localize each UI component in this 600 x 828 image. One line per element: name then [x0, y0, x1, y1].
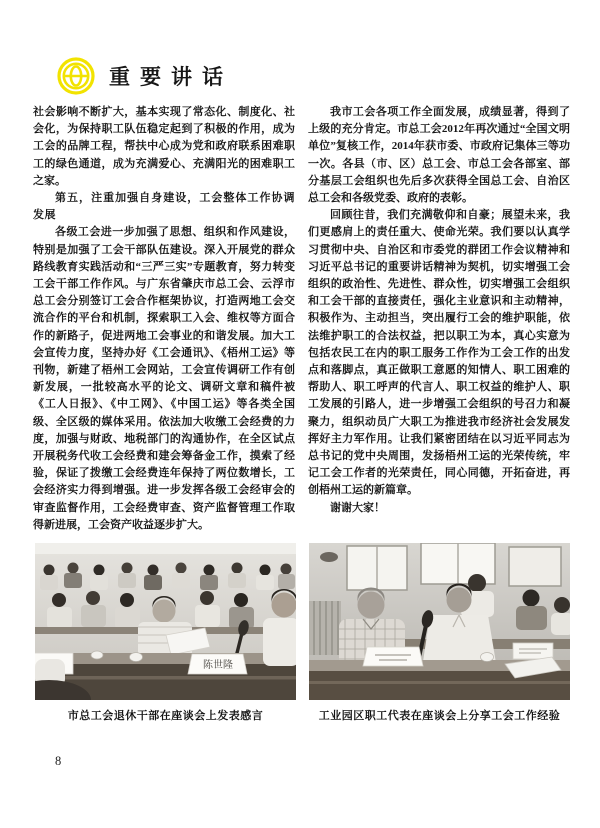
photo-row: [35, 543, 570, 723]
photo-left-caption: 市总工会退休干部在座谈会上发表感言: [67, 710, 264, 722]
section-header: [54, 56, 233, 96]
article-paragraph: 各级工会进一步加强了思想、组织和作风建设，特别是加强了工会干部队伍建设。深入开展党的群众路线教育实践活动和“三严三实”专题教育，努力转变工会干部工作作风。与广东省肇庆市总工会、云浮市总工会分别签订工会合作框架协议，打造两地工会交流合作的平台和机制，探索职工入会、维权等方面合作的新路子，促进两地工会事业的和谐发展。加大工会宣传力度，坚持办好《工会通讯》、《梧州工运》等刊物，新建了梧州工会网站，工会宣传调研工作有创新发展，一批较高水平的论文、调研文章和稿件被《工人日报》、《中工网》、《中国工运》等各类全国级、全区级的媒体采用。依法加大收缴工会经费的力度，加强与财政、地税部门的沟通协作，在全区试点开展税务代收工会经费和建会筹备金工作，摸索了经验，保证了拨缴工会经费连年保持了两位数增长，工会经济实力得到增强。进一步发挥各级工会经审会的审查监督作用，工会经费审查、资产监督管理工作取得新进展，工会资产收益逐步扩大。: [33, 226, 295, 531]
trade-union-logo-icon: [54, 56, 98, 96]
photo-left: [35, 543, 296, 723]
article-paragraph: 我市工会各项工作全面发展，成绩显著，得到了上级的充分肯定。市总工会2012年再次通过“全国文明单位”复核工作，2014年获市委、市政府记集体三等功一次。各县（市、区）总工会、市总工会各部室、部分基层工会组织也先后多次获得全国总工会、自治区总工会和各级党委、政府的表彰。: [308, 106, 570, 205]
windows: [347, 543, 561, 590]
article-paragraph: 社会影响不断扩大，基本实现了常态化、制度化、社会化，为保持职工队伍稳定起到了积极的作用，成为工会的品牌工程，帮扶中心成为党和政府联系困难职工的绿色通道，成为充满爱心、充满阳光的困难职工之家。: [33, 106, 295, 187]
photo-left-image: [35, 543, 296, 700]
nameplate-main: [188, 654, 247, 674]
svg-text:陈世隆: 陈世隆: [203, 660, 233, 671]
article-paragraph: 谢谢大家！: [330, 501, 385, 514]
nameplate-back: [513, 643, 553, 659]
page-number: 8: [55, 754, 62, 768]
photo-right-image: [309, 543, 570, 700]
section-title: 重要讲话: [109, 66, 233, 89]
article-columns: [33, 104, 570, 542]
wall-fixture: [320, 552, 338, 562]
photo-right-caption: 工业园区职工代表在座谈会上分享工会工作经验: [318, 710, 561, 722]
nameplate-front: [363, 647, 423, 666]
radiator: [309, 601, 341, 655]
article-heading: 第五，注重加强自身建设，工会整体工作协调发展: [33, 192, 295, 222]
photo-right: [309, 543, 570, 723]
teacup: [481, 653, 494, 662]
article-paragraph: 回顾往昔，我们充满敬仰和自豪；展望未来，我们更感肩上的责任重大、使命光荣。我们要以认真学习贯彻中央、自治区和市委党的群团工作会议精神和习近平总书记的重要讲话精神为契机，切实增强工会组织的政治性、先进性、群众性，切实增强工会组织和工会干部的直接责任，强化主业意识和主动精神，积极作为、主动担当，突出履行工会的维护职能，依法维护职工的合法权益，把以职工为本，真心实意为包括农民工在内的职工服务工作作为工会工作的出发点和落脚点，真正做职工意愿的知情人、职工困难的帮助人、职工呼声的代言人、职工权益的维护人、职工发展的引路人，进一步增强工会组织的号召力和凝聚力，组织动员广大职工为推进我市经济社会发展发挥好主力军作用。让我们紧密团结在以习近平同志为总书记的党中央周围，发扬梧州工运的光荣传统，牢记工会工作者的光荣责任，同心同德，开拓奋进，再创梧州工运的新篇章。: [308, 209, 570, 497]
